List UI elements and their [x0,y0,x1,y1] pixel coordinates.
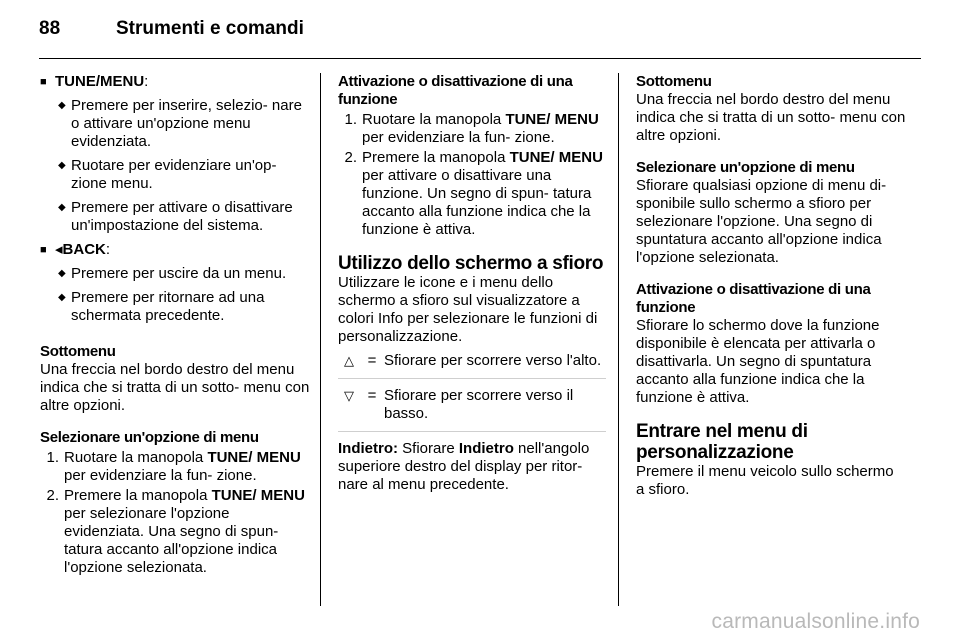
back-arrow-icon: ◂ [55,241,63,258]
triangle-up-icon: △ [344,353,354,368]
diamond-bullet-icon: ◆ [58,268,66,279]
list-item: ◆ Premere per inserire, selezio- nare o attivare un'opzione menu evidenziata. [55,97,312,151]
back-paragraph: Indietro: Sfiorare Indietro nell'angolo superiore destro del display per ritor- nare al menu precedente. [338,440,590,493]
enter-text: Premere il menu veicolo sullo schermo a sfioro. [636,463,894,498]
list-item: ◆ Premere per uscire da un menu. [55,265,312,283]
sottomenu-text: Una freccia nel bordo destro del menu indica che si tratta di un sotto- menu con altre opzioni. [40,361,310,414]
activate-text: Sfiorare lo schermo dove la funzione disponibile è elencata per attivarla o disattivarla. Un segno di spuntatura accanto alla funzione indica che la funzione è attiva. [636,317,880,406]
square-bullet-icon: ■ [40,76,47,88]
touch-heading: Utilizzo dello schermo a sfioro [338,253,604,274]
table-divider [338,431,606,432]
step-1: 1. Ruotare la manopola TUNE/ MENU per evidenziare la fun- zione. [344,111,599,146]
list-item: ◆ Premere per ritornare ad una schermata precedente. [55,289,312,325]
back-label: BACK [62,241,106,258]
diamond-bullet-icon: ◆ [58,292,66,303]
diamond-bullet-icon: ◆ [58,100,66,111]
column-2 [338,73,606,494]
tune-menu-item: ■ TUNE/MENU: ◆ Premere per inserire, selezio- nare o attivare un'opzione menu evidenziata. ◆ Ruotare per evidenziare un'op- zione menu. ◆ Premere per attivare o disattivare un'impostazione del sistema. [40,73,312,235]
sottomenu-heading: Sottomenu [40,343,116,360]
list-item: ◆ Premere per attivare o disattivare un'impostazione del sistema. [55,199,312,235]
select-heading: Selezionare un'opzione di menu [40,429,259,446]
table-divider [338,378,606,379]
back-bullets [55,265,312,325]
back-item: ■ ◂BACK: ◆ Premere per uscire da un menu. ◆ Premere per ritornare ad una schermata precedente. [40,241,312,325]
activate-heading: Attivazione o disattivazione di una funzione [338,73,573,108]
select-heading: Selezionare un'opzione di menu [636,159,855,176]
sottomenu-heading: Sottomenu [636,73,712,90]
enter-heading: Entrare nel menu di personalizzazione [636,421,808,463]
page-header [39,18,304,48]
diamond-bullet-icon: ◆ [58,202,66,213]
page-number: 88 [39,18,61,39]
page-title: Strumenti e comandi [116,18,304,39]
scroll-up-row: △ = Sfiorare per scorrere verso l'alto. [338,352,606,370]
diamond-bullet-icon: ◆ [58,160,66,171]
touch-text: Utilizzare le icone e i menu dello schermo a sfioro sul visualizzatore a colori Info per selezionare le funzioni di personalizzazione. [338,274,598,345]
sottomenu-text: Una freccia nel bordo destro del menu indica che si tratta di un sotto- menu con altre opzioni. [636,91,906,144]
select-text: Sfiorare qualsiasi opzione di menu di- sponibile sullo schermo a sfioro per selezionare l'opzione. Una segno di spuntatura accanto all'opzione indica l'opzione selezionata. [636,177,887,266]
scroll-down-row: ▽ = Sfiorare per scorrere verso il basso. [338,387,606,423]
watermark: carmanualsonline.info [711,610,920,633]
list-item: ◆ Ruotare per evidenziare un'op- zione menu. [55,157,312,193]
tune-menu-label: TUNE/MENU [55,73,145,90]
triangle-down-icon: ▽ [344,388,354,403]
column-1 [40,73,312,577]
activate-heading: Attivazione o disattivazione di una funzione [636,281,871,316]
step-2: 2. Premere la manopola TUNE/ MENU per attivare o disattivare una funzione. Un segno di spun- tatura accanto alla funzione indica che la funzione è attiva. [344,149,603,238]
header-divider [39,58,921,59]
column-divider-1 [320,73,321,606]
column-divider-2 [618,73,619,606]
step-1: 1. Ruotare la manopola TUNE/ MENU per evidenziare la fun- zione. [46,449,301,484]
tune-menu-bullets [55,97,312,235]
square-bullet-icon: ■ [40,244,47,256]
column-3 [636,73,906,499]
step-2: 2. Premere la manopola TUNE/ MENU per selezionare l'opzione evidenziata. Una segno di spun- tatura accanto all'opzione indica l'opzione selezionata. [46,487,305,576]
